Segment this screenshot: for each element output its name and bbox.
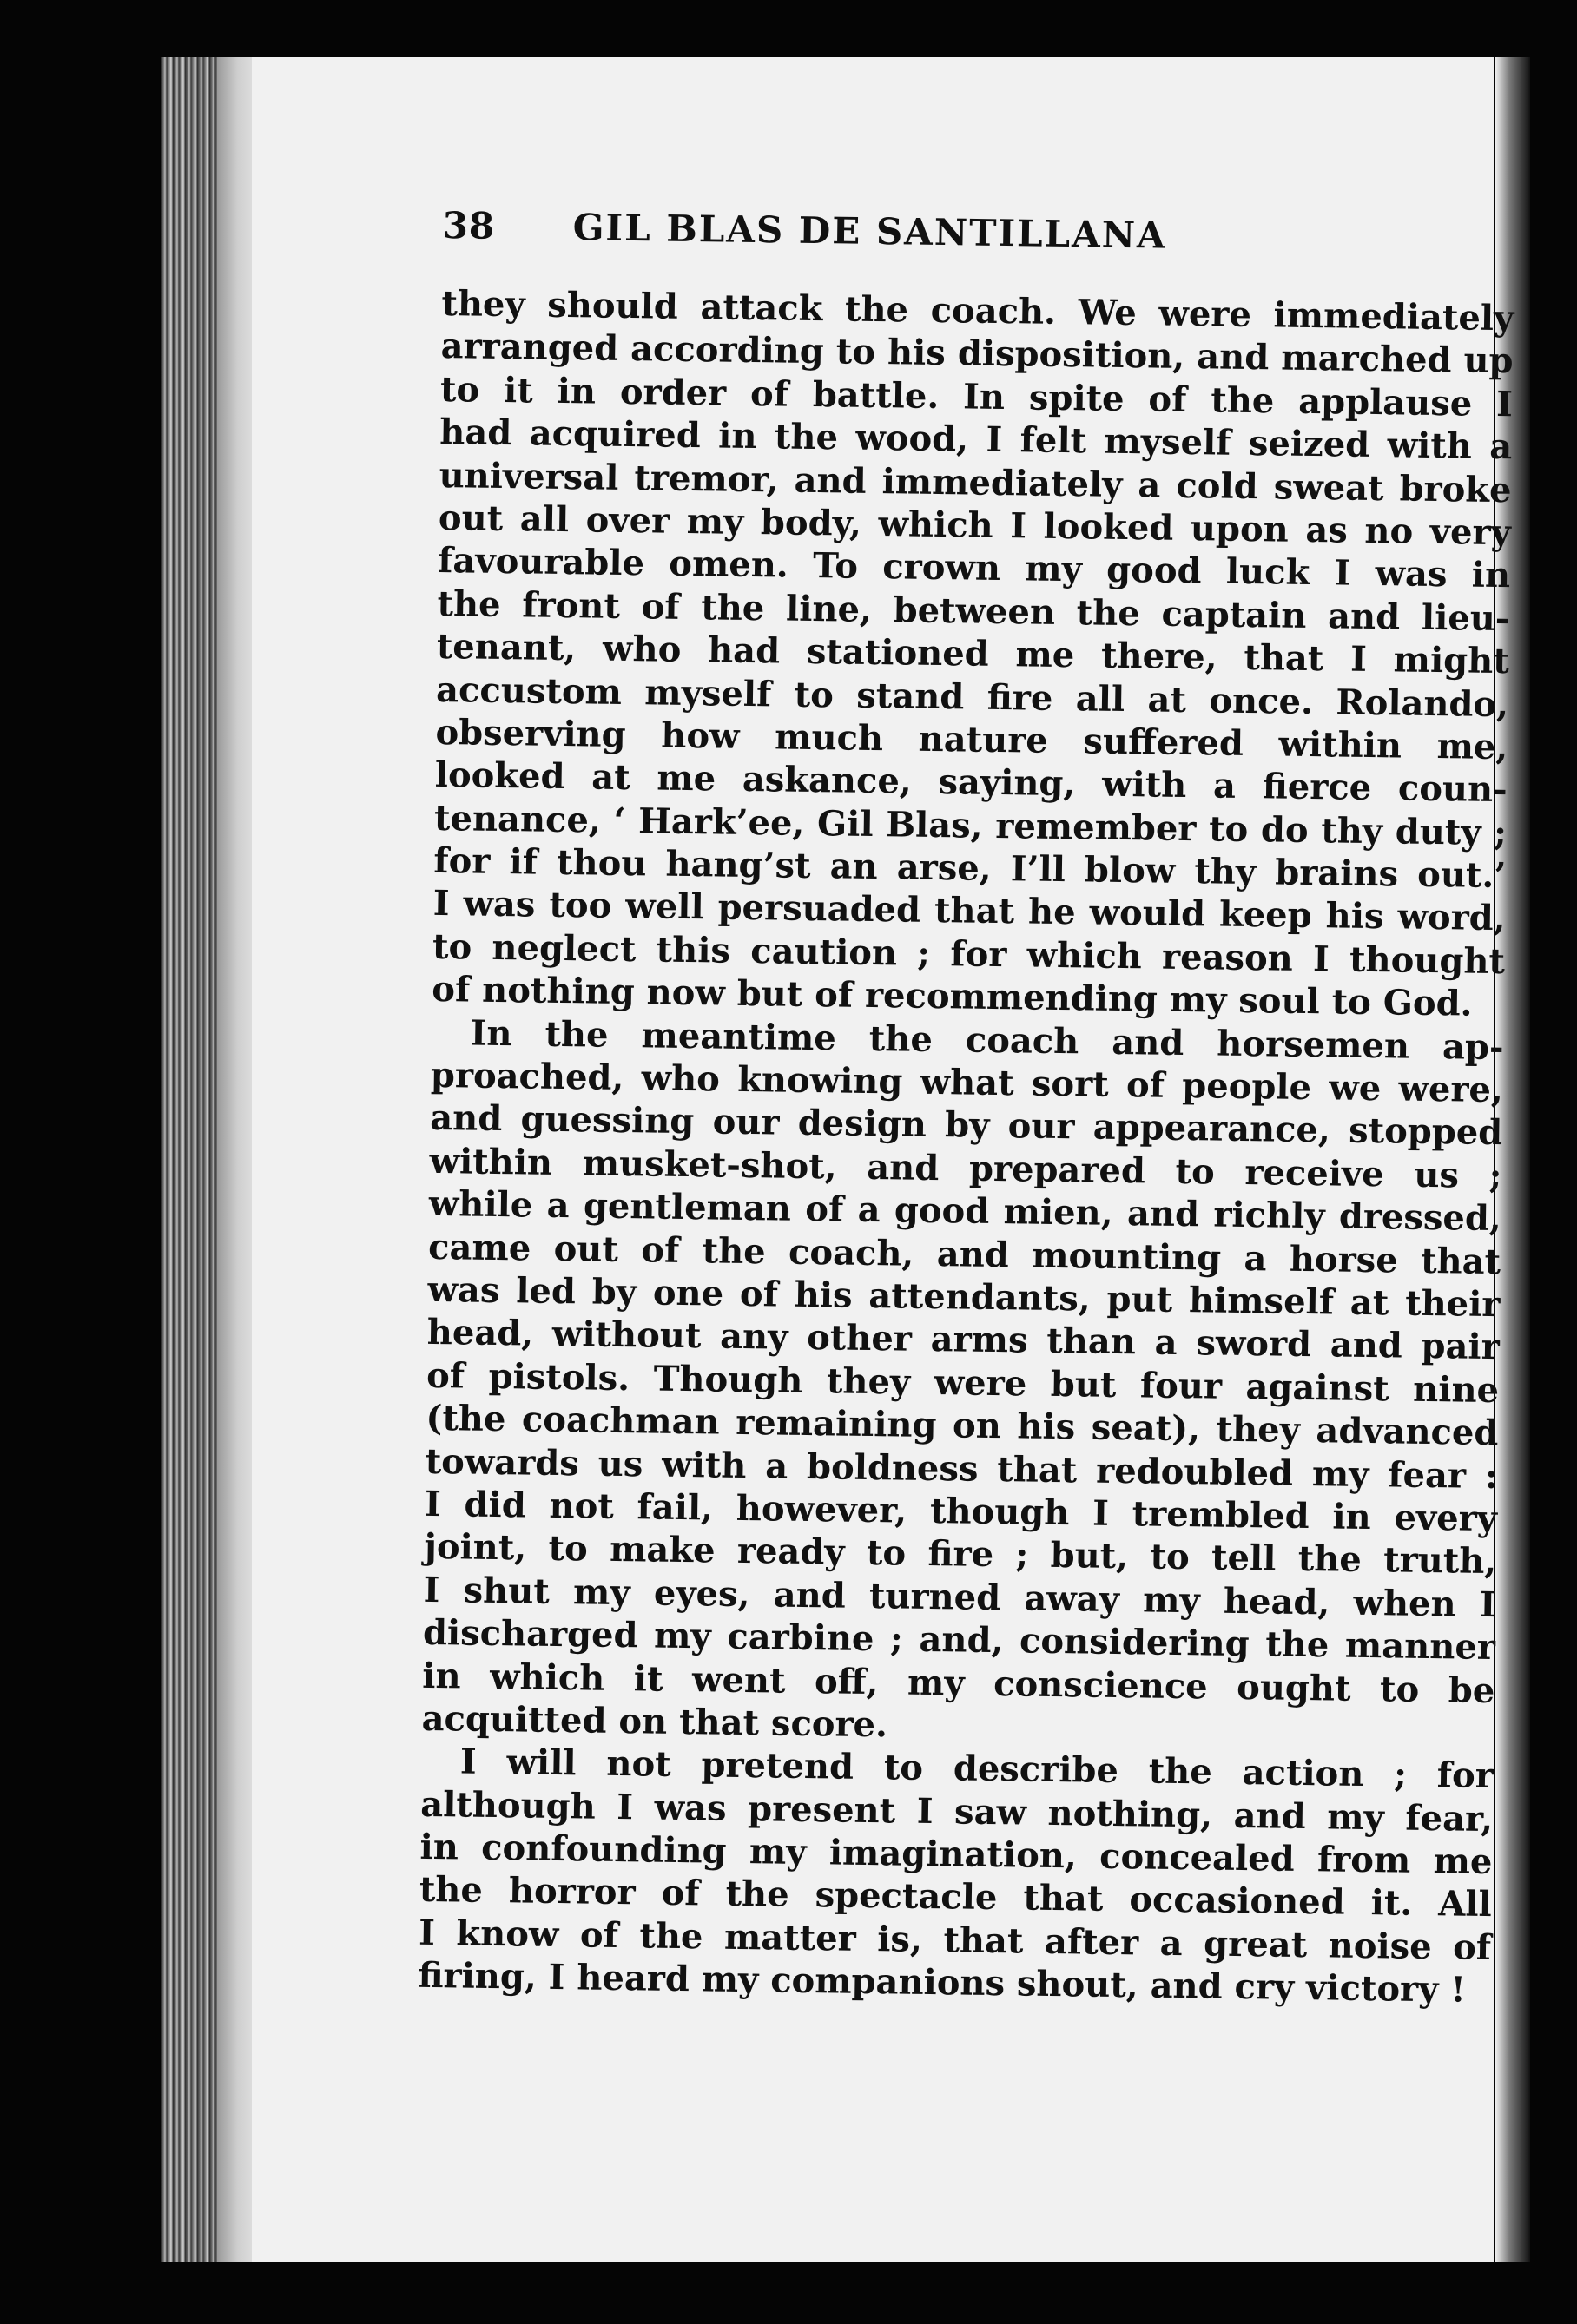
text-line: (the coachman remaining on his seat), they advanced — [426, 1398, 1499, 1454]
text-line: the horror of the spectacle that occasioned it. All — [419, 1869, 1493, 1926]
text-line: head, without any other arms than a sword and pair — [426, 1312, 1501, 1368]
text-line: in confounding my imagination, concealed from me — [419, 1826, 1493, 1883]
text-line: observing how much nature suffered within me, — [435, 711, 1508, 768]
text-line: for if thou hang’st an arse, I’ll blow thy brains out.’ — [433, 840, 1507, 897]
text-line: I will not pretend to describe the action ; for — [459, 1741, 1495, 1797]
text-line: within musket-shot, and prepared to receive us ; — [429, 1140, 1502, 1196]
text-line: had acquired in the wood, I felt myself seized with a — [439, 411, 1513, 468]
text-line: in which it went off, my conscience ought to be — [422, 1655, 1495, 1711]
paragraph — [418, 1740, 1494, 2012]
text-line: I was too well persuaded that he would keep his word, — [432, 883, 1506, 939]
text-line: joint, to make ready to fire ; but, to tell the truth, — [424, 1526, 1497, 1583]
text-line: In the meantime the coach and horsemen ap- — [470, 1012, 1504, 1068]
paragraph — [432, 282, 1514, 1026]
text-line: to neglect this caution ; for which reason I thought — [432, 925, 1506, 983]
text-line: while a gentleman of a good mien, and richly dressed, — [428, 1183, 1502, 1240]
text-line: was led by one of his attendants, put himself at their — [427, 1268, 1501, 1326]
text-line: firing, I heard my companions shout, and cry victory ! — [418, 1955, 1467, 2011]
text-line: looked at me askance, saying, with a fierce coun- — [434, 754, 1508, 811]
page-header — [442, 204, 1515, 297]
text-line: arranged according to his disposition, and marched up — [440, 326, 1514, 382]
text-line: out all over my body, which I looked upon as no very — [438, 497, 1512, 554]
running-title: GIL BLAS DE SANTILLANA — [572, 206, 1168, 257]
text-line: proached, who knowing what sort of people we were, — [430, 1054, 1504, 1111]
text-line: I shut my eyes, and turned away my head, when I — [423, 1569, 1496, 1625]
text-line: tenant, who had stationed me there, that I might — [436, 626, 1510, 682]
text-line: I did not fail, however, though I trembled in every — [424, 1483, 1498, 1540]
text-line: universal tremor, and immediately a cold sweat broke — [439, 454, 1512, 510]
body-text — [418, 282, 1514, 2012]
text-line: tenance, ‘ Hark’ee, Gil Blas, remember to do thy duty ; — [433, 797, 1508, 853]
text-line: came out of the coach, and mounting a horse that — [427, 1226, 1501, 1282]
text-line: discharged my carbine ; and, considering the manner — [422, 1611, 1496, 1669]
text-line: they should attack the coach. We were immediately — [441, 282, 1514, 339]
text-line: the front of the line, between the captain and lieu- — [437, 583, 1510, 639]
text-line: although I was present I saw nothing, and my fear, — [419, 1783, 1494, 1840]
page-number: 38 — [442, 204, 496, 247]
text-block — [418, 204, 1515, 2012]
text-line: towards us with a boldness that redoubled my fear : — [425, 1440, 1498, 1497]
text-line: I know of the matter is, that after a great noise of — [418, 1912, 1492, 1968]
text-line: accustom myself to stand fire all at once. Rolando, — [435, 668, 1509, 725]
text-line: favourable omen. To crown my good luck I was in — [437, 540, 1511, 596]
text-line: to it in order of battle. In spite of the applause I — [439, 368, 1514, 425]
text-line: of pistols. Though they were but four against nine — [426, 1354, 1500, 1411]
paragraph — [421, 1011, 1504, 1755]
text-line: and guessing our design by our appearance, stopped — [429, 1097, 1503, 1154]
text-line: of nothing now but of recommending my soul to God. — [432, 969, 1473, 1024]
text-line: acquitted on that score. — [421, 1697, 888, 1746]
